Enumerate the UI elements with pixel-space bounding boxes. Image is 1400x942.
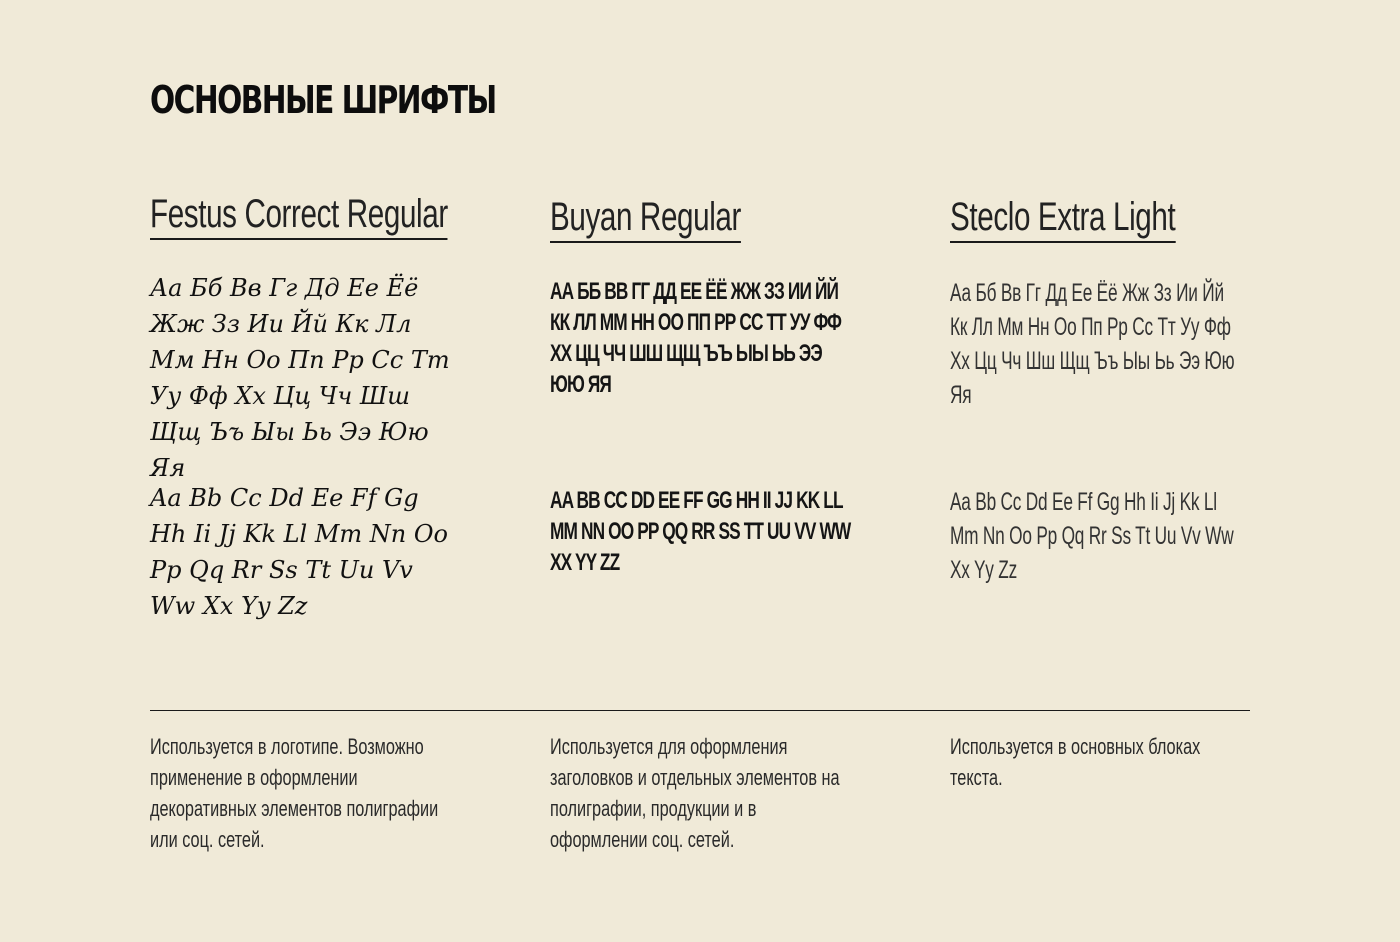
- font-name-steclo: Steclo Extra Light: [950, 193, 1175, 243]
- buyan-latin-specimen: AA BB CC DD EE FF GG HH II JJ KK LL MM NN OO PP QQ RR SS TT UU VV WW XX YY ZZ: [550, 487, 851, 576]
- festus-latin-specimen: Aa Bb Cc Dd Ee Ff Gg Hh Ii Jj Kk Ll Mm Nn Oo Pp Qq Rr Ss Tt Uu Vv Ww Xx Yy Zz: [150, 484, 449, 620]
- font-column-festus: [150, 190, 470, 620]
- font-column-buyan: [550, 190, 870, 576]
- font-name-buyan: Buyan Regular: [550, 193, 741, 243]
- steclo-latin-specimen: Aa Bb Cc Dd Ee Ff Gg Hh Ii Jj Kk Ll Mm Nn Oo Pp Qq Rr Ss Tt Uu Vv Ww Xx Yy Zz: [950, 488, 1234, 584]
- buyan-description: Используется для оформления заголовков и отдельных элементов на полиграфии, продукции и в оформлении соц. сетей.: [550, 734, 840, 852]
- buyan-cyrillic-specimen: АА ББ ВВ ГГ ДД ЕЕ ЁЁ ЖЖ ЗЗ ИИ ЙЙ КК ЛЛ ММ НН ОО ПП РР СС ТТ УУ ФФ ХХ ЦЦ ЧЧ ШШ ЩЩ ЪЪ ЫЫ ЬЬ ЭЭ ЮЮ ЯЯ: [550, 278, 842, 398]
- section-divider: [150, 710, 1250, 711]
- font-column-steclo: [950, 190, 1270, 584]
- font-name-festus: Festus Correct Regular: [150, 190, 448, 240]
- steclo-cyrillic-specimen: Аа Бб Вв Гг Дд Ее Ёё Жж Зз Ии Йй Кк Лл Мм Нн Оо Пп Рр Сс Тт Уу Фф Хх Цц Чч Шш Щщ Ъъ Ыы Ьь Ээ Юю Яя: [950, 279, 1235, 409]
- page-title: ОСНОВНЫЕ ШРИФТЫ: [150, 78, 496, 122]
- steclo-description: Используется в основных блоках текста.: [950, 734, 1201, 790]
- festus-description: Используется в логотипе. Возможно применение в оформлении декоративных элементов полиграфии или соц. сетей.: [150, 734, 439, 852]
- festus-cyrillic-specimen: Аа Бб Вв Гг Дд Ее Ёё Жж Зз Ии Йй Кк Лл Мм Нн Оо Пп Рр Сс Тт Уу Фф Хх Цц Чч Шш Щщ Ъъ Ыы Ьь Ээ Юю Яя: [150, 274, 450, 482]
